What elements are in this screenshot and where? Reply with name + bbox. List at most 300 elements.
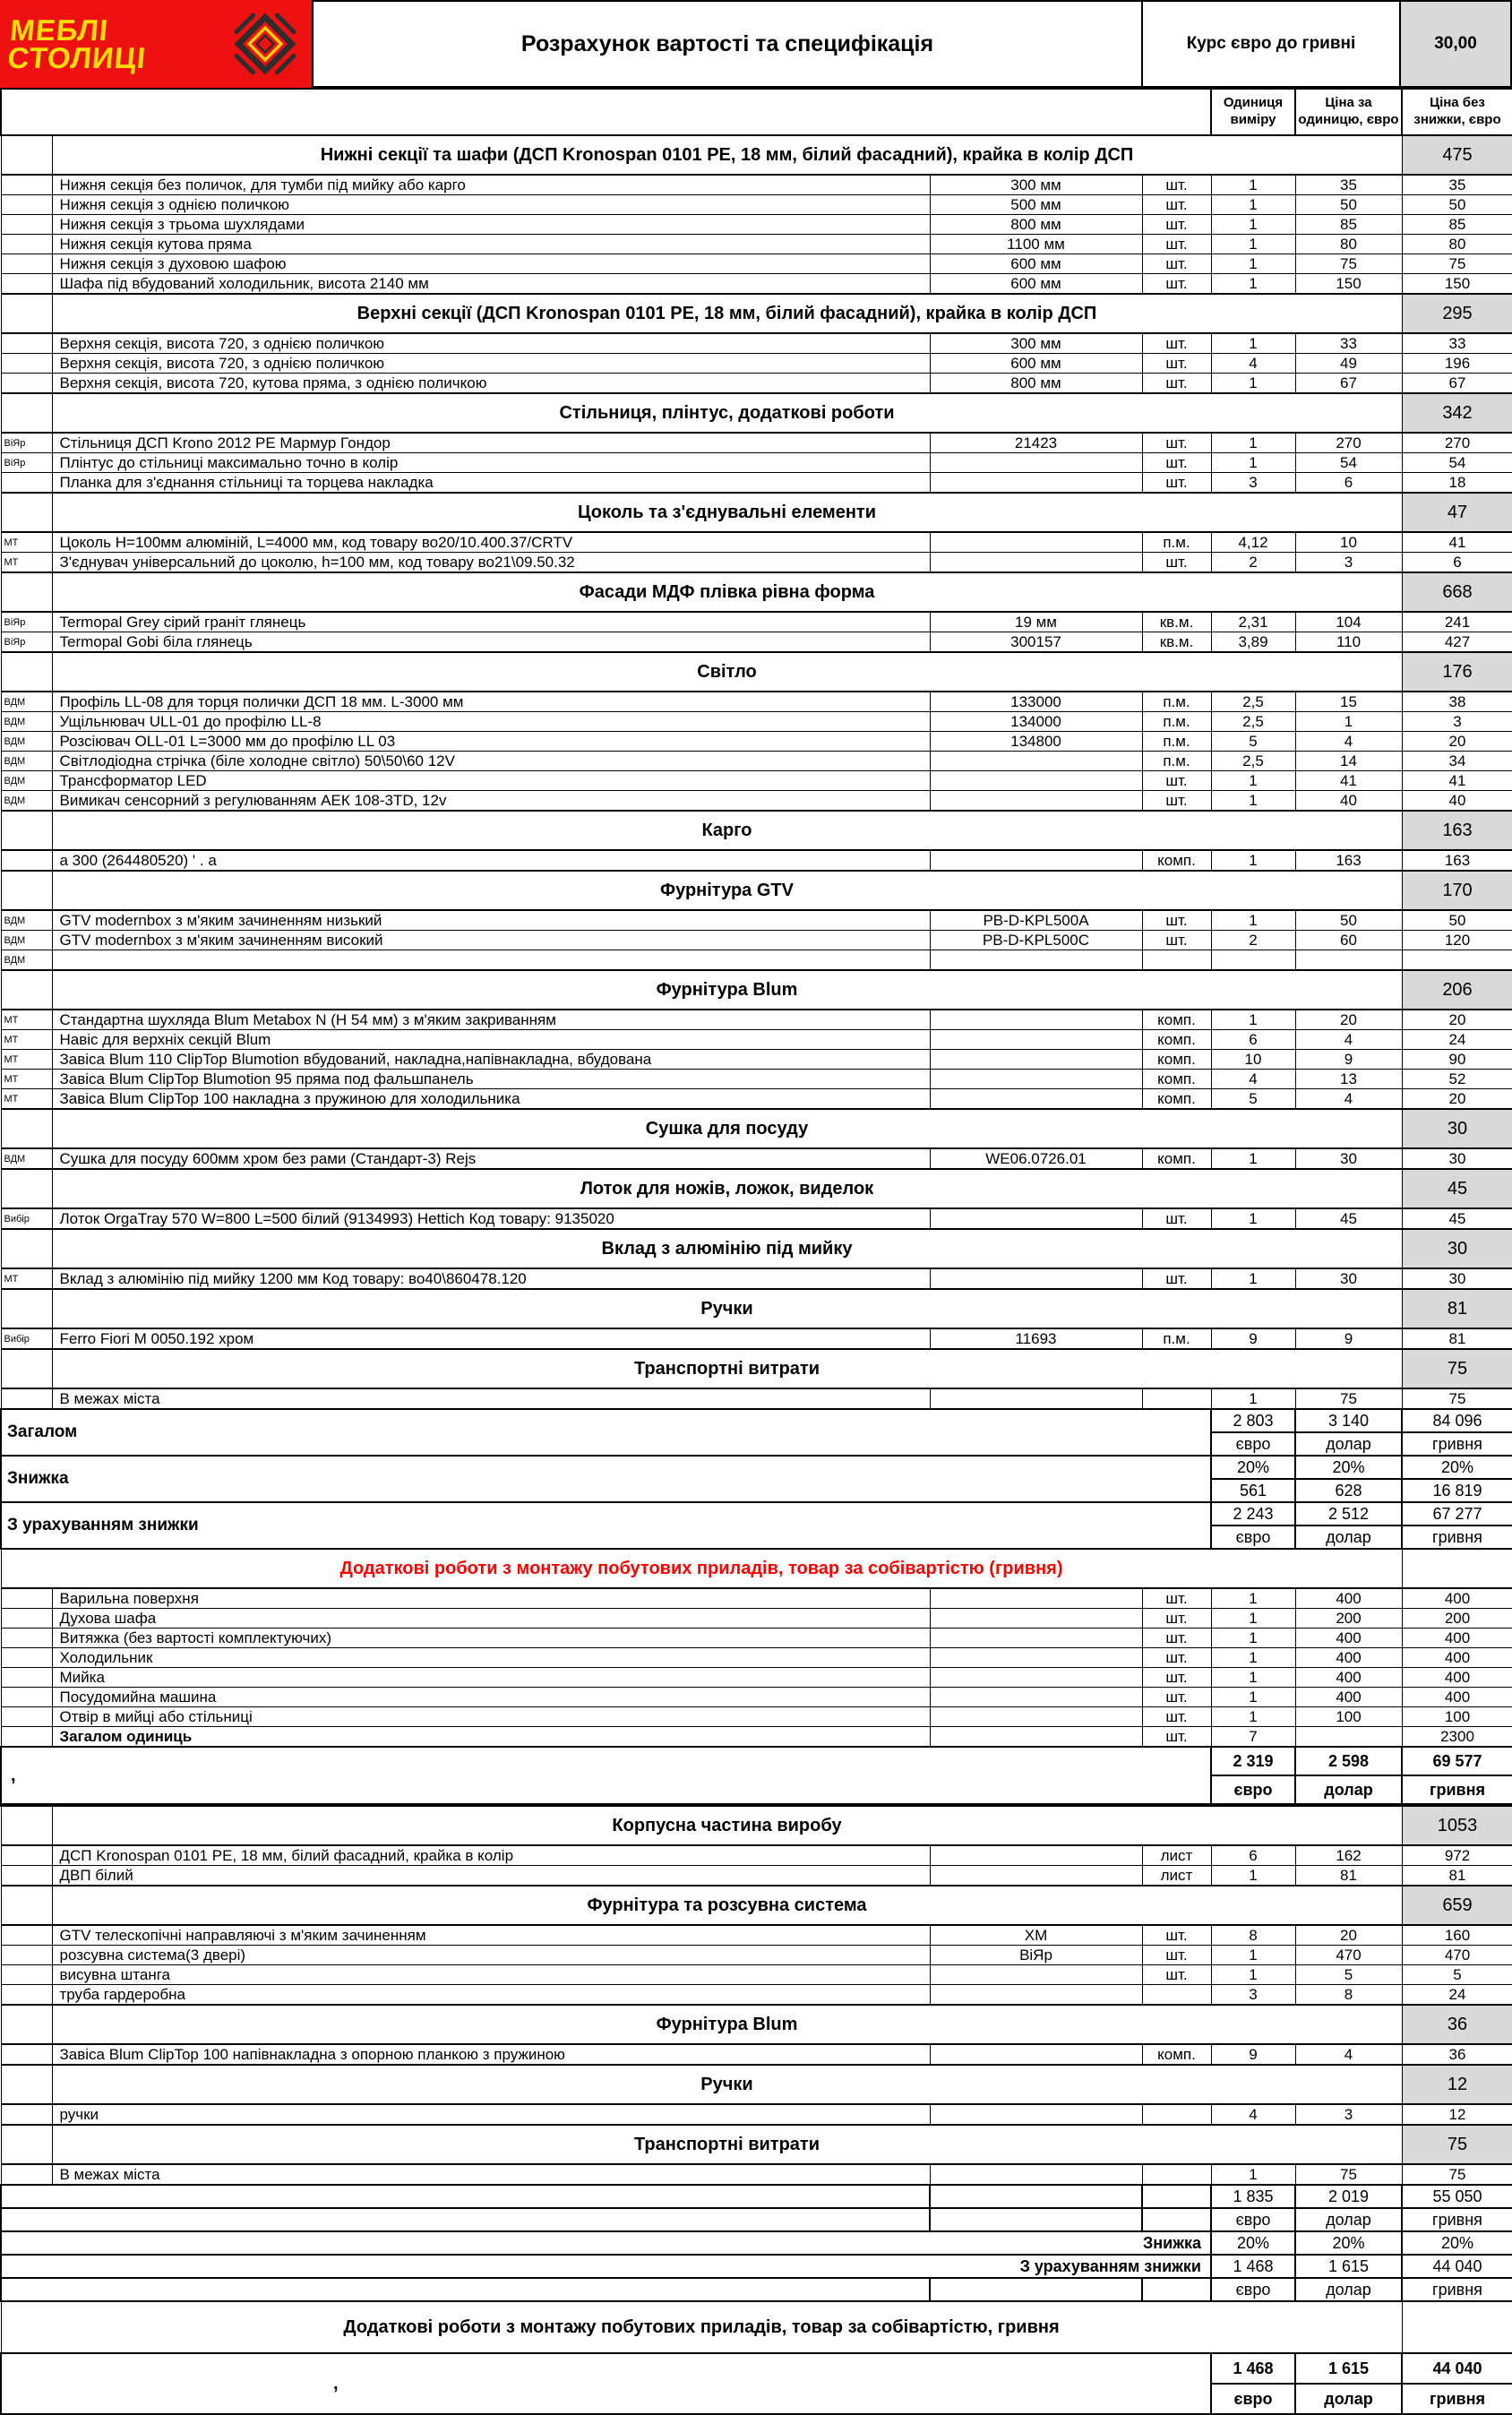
totals-label: Загалом bbox=[1, 1409, 1211, 1456]
item-size bbox=[930, 453, 1142, 473]
section-tag-cell bbox=[1, 1289, 52, 1328]
totals-currency: євро bbox=[1211, 2384, 1295, 2414]
totals-value: 2 319 bbox=[1211, 1747, 1295, 1775]
item-unit: шт. bbox=[1142, 473, 1211, 494]
item-unit-price: 6 bbox=[1295, 473, 1402, 494]
item-size: 1100 мм bbox=[930, 235, 1142, 254]
item-total: 18 bbox=[1402, 473, 1512, 494]
item-qty: 8 bbox=[1211, 1925, 1295, 1946]
supplier-tag bbox=[1, 2044, 52, 2065]
item-size bbox=[930, 950, 1142, 971]
item-size bbox=[930, 553, 1142, 573]
section-row bbox=[1, 811, 1512, 850]
totals-currency: гривня bbox=[1402, 1432, 1512, 1456]
item-description: розсувна система(3 двері) bbox=[52, 1946, 930, 1965]
section-title: Світло bbox=[52, 652, 1402, 692]
item-description: Мийка bbox=[52, 1668, 930, 1688]
supplier-tag: ВіЯр bbox=[1, 433, 52, 453]
item-qty: 1 bbox=[1211, 2164, 1295, 2185]
totals-value: 20% bbox=[1211, 1456, 1295, 1479]
table-row bbox=[1, 433, 1512, 453]
totals-value: 1 615 bbox=[1295, 2255, 1402, 2278]
item-qty: 1 bbox=[1211, 235, 1295, 254]
item-total: 24 bbox=[1402, 1985, 1512, 2006]
item-total: 34 bbox=[1402, 752, 1512, 771]
supplier-tag bbox=[1, 1609, 52, 1629]
supplier-tag bbox=[1, 1845, 52, 1866]
item-description: Завіса Blum ClipTop 100 накладна з пружиною для холодильника bbox=[52, 1089, 930, 1110]
totals-row bbox=[1, 2185, 1512, 2208]
totals-row bbox=[1, 1747, 1512, 1775]
item-unit: шт. bbox=[1142, 931, 1211, 950]
item-qty: 6 bbox=[1211, 1030, 1295, 1050]
table-row bbox=[1, 1588, 1512, 1609]
item-qty: 1 bbox=[1211, 1208, 1295, 1229]
section-total: 47 bbox=[1402, 493, 1512, 532]
section-title: Транспортні витрати bbox=[52, 1349, 1402, 1388]
item-unit-price: 5 bbox=[1295, 1965, 1402, 1985]
supplier-tag bbox=[1, 215, 52, 235]
section-title: Фурнітура GTV bbox=[52, 871, 1402, 910]
item-unit: шт. bbox=[1142, 175, 1211, 195]
item-unit: шт. bbox=[1142, 791, 1211, 812]
item-size bbox=[930, 1648, 1142, 1668]
section-row bbox=[1, 2005, 1512, 2044]
table-row bbox=[1, 1609, 1512, 1629]
table-row bbox=[1, 1328, 1512, 1349]
table-row bbox=[1, 1010, 1512, 1030]
supplier-tag bbox=[1, 1629, 52, 1648]
item-unit-price: 67 bbox=[1295, 374, 1402, 394]
item-qty: 10 bbox=[1211, 1050, 1295, 1070]
item-unit: комп. bbox=[1142, 1089, 1211, 1110]
item-total: 75 bbox=[1402, 254, 1512, 274]
item-total: 35 bbox=[1402, 175, 1512, 195]
totals-label: , bbox=[1, 2353, 1211, 2414]
item-description: Посудомийна машина bbox=[52, 1688, 930, 1707]
item-qty: 1 bbox=[1211, 910, 1295, 931]
item-unit: комп. bbox=[1142, 1030, 1211, 1050]
item-size: 300 мм bbox=[930, 333, 1142, 354]
item-qty: 9 bbox=[1211, 2044, 1295, 2065]
totals-label-empty bbox=[1, 2185, 930, 2208]
section-tag-cell bbox=[1, 572, 52, 612]
section-total: 659 bbox=[1402, 1886, 1512, 1925]
item-unit-price: 4 bbox=[1295, 1030, 1402, 1050]
item-total: 6 bbox=[1402, 553, 1512, 573]
item-qty: 1 bbox=[1211, 771, 1295, 791]
item-qty: 1 bbox=[1211, 433, 1295, 453]
item-size bbox=[930, 1050, 1142, 1070]
totals-currency: гривня bbox=[1402, 1525, 1512, 1549]
item-unit-price: 8 bbox=[1295, 1985, 1402, 2006]
supplier-tag bbox=[1, 254, 52, 274]
table-row bbox=[1, 374, 1512, 394]
item-size bbox=[930, 1965, 1142, 1985]
supplier-tag bbox=[1, 1727, 52, 1748]
item-total: 400 bbox=[1402, 1688, 1512, 1707]
item-unit-price: 30 bbox=[1295, 1148, 1402, 1169]
totals-currency: 561 bbox=[1211, 1479, 1295, 1502]
item-size bbox=[930, 2104, 1142, 2125]
item-size bbox=[930, 1268, 1142, 1289]
item-unit-price: 41 bbox=[1295, 771, 1402, 791]
table-row bbox=[1, 274, 1512, 295]
item-unit-price: 100 bbox=[1295, 1707, 1402, 1727]
table-row bbox=[1, 1050, 1512, 1070]
item-unit-price: 14 bbox=[1295, 752, 1402, 771]
totals-value: 84 096 bbox=[1402, 1409, 1512, 1432]
table-row bbox=[1, 1965, 1512, 1985]
table-row bbox=[1, 612, 1512, 632]
item-unit-price: 400 bbox=[1295, 1668, 1402, 1688]
totals-row bbox=[1, 1456, 1512, 1479]
item-size bbox=[930, 1089, 1142, 1110]
section-tag-cell bbox=[1, 1229, 52, 1268]
item-description: GTV modernbox з м'яким зачиненням високий bbox=[52, 931, 930, 950]
item-unit-price: 4 bbox=[1295, 1089, 1402, 1110]
supplier-tag: ВДМ bbox=[1, 950, 52, 971]
item-unit-price: 4 bbox=[1295, 2044, 1402, 2065]
totals-label: З урахуванням знижки bbox=[1, 2255, 1211, 2278]
section-row bbox=[1, 572, 1512, 612]
item-unit-price: 200 bbox=[1295, 1609, 1402, 1629]
item-description: Розсіювач OLL-01 L=3000 мм до профілю LL 03 bbox=[52, 732, 930, 752]
item-description: Навіс для верхніх секцій Blum bbox=[52, 1030, 930, 1050]
item-size: 600 мм bbox=[930, 274, 1142, 295]
section-tag-cell bbox=[1, 493, 52, 532]
supplier-tag: Вибір bbox=[1, 1208, 52, 1229]
item-description: Духова шафа bbox=[52, 1609, 930, 1629]
totals-empty-size bbox=[930, 2208, 1142, 2231]
column-header-unit: Одиниця виміру bbox=[1211, 89, 1295, 135]
item-description: Трансформатор LED bbox=[52, 771, 930, 791]
section-title: Карго bbox=[52, 811, 1402, 850]
section-row bbox=[1, 135, 1512, 175]
section-title: Верхні секції (ДСП Kronospan 0101 PE, 18 мм, білий фасадний), крайка в колір ДСП bbox=[52, 294, 1402, 333]
supplier-tag: МТ bbox=[1, 1070, 52, 1089]
supplier-tag: ВДМ bbox=[1, 732, 52, 752]
table-row bbox=[1, 2164, 1512, 2185]
item-unit: п.м. bbox=[1142, 692, 1211, 712]
item-total: 75 bbox=[1402, 1388, 1512, 1409]
item-description: Завіса Blum ClipTop 100 напівнакладна з опорною планкою з пружиною bbox=[52, 2044, 930, 2065]
item-qty: 4 bbox=[1211, 354, 1295, 374]
item-unit: шт. bbox=[1142, 1629, 1211, 1648]
item-unit-price: 75 bbox=[1295, 2164, 1402, 2185]
supplier-tag: ВДМ bbox=[1, 752, 52, 771]
section-tag-cell bbox=[1, 1886, 52, 1925]
item-unit-price: 30 bbox=[1295, 1268, 1402, 1289]
item-unit: шт. bbox=[1142, 1268, 1211, 1289]
item-unit: шт. bbox=[1142, 771, 1211, 791]
totals-empty-unit bbox=[1142, 2208, 1211, 2231]
supplier-tag bbox=[1, 2164, 52, 2185]
section-total: 12 bbox=[1402, 2065, 1512, 2104]
totals-currency: долар bbox=[1295, 1525, 1402, 1549]
item-total: 200 bbox=[1402, 1609, 1512, 1629]
section-total: 75 bbox=[1402, 1349, 1512, 1388]
item-qty: 2,31 bbox=[1211, 612, 1295, 632]
table-row bbox=[1, 1388, 1512, 1409]
item-unit-price: 3 bbox=[1295, 553, 1402, 573]
table-row bbox=[1, 732, 1512, 752]
item-total: 3 bbox=[1402, 712, 1512, 732]
item-size bbox=[930, 2164, 1142, 2185]
totals-currency: гривня bbox=[1402, 2384, 1512, 2414]
item-qty: 1 bbox=[1211, 1010, 1295, 1030]
section-tag-cell bbox=[1, 1349, 52, 1388]
item-qty: 1 bbox=[1211, 1707, 1295, 1727]
section-title: Транспортні витрати bbox=[52, 2125, 1402, 2164]
item-size bbox=[930, 1727, 1142, 1748]
table-row bbox=[1, 175, 1512, 195]
supplier-tag bbox=[1, 333, 52, 354]
section-total: 45 bbox=[1402, 1169, 1512, 1208]
item-total: 75 bbox=[1402, 2164, 1512, 2185]
section-row bbox=[1, 1349, 1512, 1388]
item-qty: 1 bbox=[1211, 195, 1295, 215]
item-total: 470 bbox=[1402, 1946, 1512, 1965]
item-qty: 2,5 bbox=[1211, 712, 1295, 732]
section-total: 30 bbox=[1402, 1229, 1512, 1268]
section-total: 30 bbox=[1402, 1109, 1512, 1148]
item-unit: комп. bbox=[1142, 850, 1211, 871]
item-size bbox=[930, 1668, 1142, 1688]
item-total: 972 bbox=[1402, 1845, 1512, 1866]
item-unit bbox=[1142, 1388, 1211, 1409]
item-unit-price: 85 bbox=[1295, 215, 1402, 235]
section-row bbox=[1, 2065, 1512, 2104]
item-qty bbox=[1211, 950, 1295, 971]
item-total: 160 bbox=[1402, 1925, 1512, 1946]
item-unit-price: 75 bbox=[1295, 254, 1402, 274]
item-total: 400 bbox=[1402, 1629, 1512, 1648]
item-unit-price: 4 bbox=[1295, 732, 1402, 752]
item-unit: шт. bbox=[1142, 215, 1211, 235]
totals-label: Знижка bbox=[1, 1456, 1211, 1502]
supplier-tag: МТ bbox=[1, 1010, 52, 1030]
section-title: Сушка для посуду bbox=[52, 1109, 1402, 1148]
table-row bbox=[1, 235, 1512, 254]
item-total: 80 bbox=[1402, 235, 1512, 254]
item-unit-price: 110 bbox=[1295, 632, 1402, 653]
supplier-tag: МТ bbox=[1, 532, 52, 553]
item-description: ручки bbox=[52, 2104, 930, 2125]
item-unit-price: 400 bbox=[1295, 1648, 1402, 1668]
item-qty: 1 bbox=[1211, 1965, 1295, 1985]
section-total: 295 bbox=[1402, 294, 1512, 333]
item-unit: шт. bbox=[1142, 1727, 1211, 1748]
table-row bbox=[1, 333, 1512, 354]
item-unit-price: 50 bbox=[1295, 910, 1402, 931]
section-row bbox=[1, 1886, 1512, 1925]
item-total: 196 bbox=[1402, 354, 1512, 374]
item-unit: п.м. bbox=[1142, 732, 1211, 752]
item-total: 120 bbox=[1402, 931, 1512, 950]
totals-currency: євро bbox=[1211, 1432, 1295, 1456]
item-total: 427 bbox=[1402, 632, 1512, 653]
item-total: 400 bbox=[1402, 1648, 1512, 1668]
item-unit: шт. bbox=[1142, 1609, 1211, 1629]
item-unit: п.м. bbox=[1142, 712, 1211, 732]
section-tag-cell bbox=[1, 811, 52, 850]
table-row bbox=[1, 692, 1512, 712]
item-unit: шт. bbox=[1142, 235, 1211, 254]
totals-value: 2 803 bbox=[1211, 1409, 1295, 1432]
supplier-tag: ВДМ bbox=[1, 931, 52, 950]
section-total: 75 bbox=[1402, 2125, 1512, 2164]
item-description: Витяжка (без вартості комплектуючих) bbox=[52, 1629, 930, 1648]
table-row bbox=[1, 791, 1512, 812]
table-row bbox=[1, 1208, 1512, 1229]
item-qty: 1 bbox=[1211, 1268, 1295, 1289]
item-qty: 1 bbox=[1211, 175, 1295, 195]
section-title: Цоколь та з'єднувальні елементи bbox=[52, 493, 1402, 532]
item-description: В межах міста bbox=[52, 1388, 930, 1409]
item-qty: 1 bbox=[1211, 453, 1295, 473]
section-row bbox=[1, 1169, 1512, 1208]
item-size: 134800 bbox=[930, 732, 1142, 752]
item-unit-price: 163 bbox=[1295, 850, 1402, 871]
totals-value: 1 468 bbox=[1211, 2255, 1295, 2278]
item-qty: 1 bbox=[1211, 1688, 1295, 1707]
item-total: 50 bbox=[1402, 910, 1512, 931]
section-row bbox=[1, 493, 1512, 532]
section-row bbox=[1, 1109, 1512, 1148]
item-size bbox=[930, 1388, 1142, 1409]
totals-currency: євро bbox=[1211, 1775, 1295, 1805]
item-total: 20 bbox=[1402, 1089, 1512, 1110]
logo-diamond-icon bbox=[228, 6, 303, 82]
supplier-tag bbox=[1, 473, 52, 494]
item-size bbox=[930, 1985, 1142, 2006]
item-description: Нижня секція з трьома шухлядами bbox=[52, 215, 930, 235]
totals-label-empty bbox=[1, 2278, 930, 2301]
item-unit: п.м. bbox=[1142, 752, 1211, 771]
item-description: Світлодіодна стрічка (біле холодне світло) 50\50\60 12V bbox=[52, 752, 930, 771]
totals-currency: євро bbox=[1211, 1525, 1295, 1549]
item-size bbox=[930, 1609, 1142, 1629]
table-row bbox=[1, 910, 1512, 931]
item-description: В межах міста bbox=[52, 2164, 930, 2185]
table-row bbox=[1, 850, 1512, 871]
item-unit-price: 54 bbox=[1295, 453, 1402, 473]
item-total: 85 bbox=[1402, 215, 1512, 235]
item-unit-price: 20 bbox=[1295, 1925, 1402, 1946]
section-title: Корпусна частина виробу bbox=[52, 1805, 1402, 1845]
totals-currency: долар bbox=[1295, 2384, 1402, 2414]
item-unit: шт. bbox=[1142, 1965, 1211, 1985]
item-unit: шт. bbox=[1142, 453, 1211, 473]
section-row bbox=[1, 1289, 1512, 1328]
banner-total-cell bbox=[1402, 2301, 1512, 2353]
section-row bbox=[1, 1805, 1512, 1845]
item-unit: шт. bbox=[1142, 910, 1211, 931]
item-size bbox=[930, 473, 1142, 494]
item-qty: 6 bbox=[1211, 1845, 1295, 1866]
item-size bbox=[930, 1588, 1142, 1609]
totals-value: 20% bbox=[1402, 2231, 1512, 2255]
item-unit: шт. bbox=[1142, 274, 1211, 295]
item-unit: п.м. bbox=[1142, 1328, 1211, 1349]
section-row bbox=[1, 393, 1512, 433]
item-qty: 2 bbox=[1211, 553, 1295, 573]
item-size: 800 мм bbox=[930, 215, 1142, 235]
totals-value: 2 019 bbox=[1295, 2185, 1402, 2208]
totals-currency: 628 bbox=[1295, 1479, 1402, 1502]
item-qty: 3 bbox=[1211, 1985, 1295, 2006]
item-unit-price: 20 bbox=[1295, 1010, 1402, 1030]
section-total: 170 bbox=[1402, 871, 1512, 910]
table-row bbox=[1, 195, 1512, 215]
item-unit: комп. bbox=[1142, 1010, 1211, 1030]
item-size: 134000 bbox=[930, 712, 1142, 732]
item-unit: п.м. bbox=[1142, 532, 1211, 553]
item-size: 11693 bbox=[930, 1328, 1142, 1349]
section-title: Ручки bbox=[52, 1289, 1402, 1328]
item-qty: 1 bbox=[1211, 374, 1295, 394]
section-tag-cell bbox=[1, 2125, 52, 2164]
item-unit bbox=[1142, 950, 1211, 971]
item-unit-price: 104 bbox=[1295, 612, 1402, 632]
table-row bbox=[1, 1030, 1512, 1050]
section-row bbox=[1, 652, 1512, 692]
logo-line-1: МЕБЛІ bbox=[8, 13, 110, 47]
header-band bbox=[0, 0, 1512, 88]
column-header-unit-price: Ціна за одиницю, євро bbox=[1295, 89, 1402, 135]
item-size: 800 мм bbox=[930, 374, 1142, 394]
item-qty: 5 bbox=[1211, 1089, 1295, 1110]
item-size: 21423 bbox=[930, 433, 1142, 453]
totals-value: 2 598 bbox=[1295, 1747, 1402, 1775]
section-total: 1053 bbox=[1402, 1805, 1512, 1845]
item-unit bbox=[1142, 1985, 1211, 2006]
item-qty: 7 bbox=[1211, 1727, 1295, 1748]
item-description: Вклад з алюмінію під мийку 1200 мм Код товару: во40\860478.120 bbox=[52, 1268, 930, 1289]
supplier-tag bbox=[1, 1985, 52, 2006]
totals-value: 2 243 bbox=[1211, 1502, 1295, 1525]
totals-value: 2 512 bbox=[1295, 1502, 1402, 1525]
column-header-row bbox=[1, 89, 1512, 135]
page-title: Розрахунок вартості та специфікація bbox=[312, 0, 1143, 88]
item-unit: комп. bbox=[1142, 1050, 1211, 1070]
totals-currency: гривня bbox=[1402, 1775, 1512, 1805]
table-row bbox=[1, 473, 1512, 494]
section-title: Фасади МДФ плівка рівна форма bbox=[52, 572, 1402, 612]
item-description: GTV телескопічні направляючі з м'яким зачиненням bbox=[52, 1925, 930, 1946]
supplier-tag: МТ bbox=[1, 1268, 52, 1289]
item-description: Ferro Fiori M 0050.192 хром bbox=[52, 1328, 930, 1349]
table-row bbox=[1, 215, 1512, 235]
item-size bbox=[930, 1866, 1142, 1886]
item-unit-price: 400 bbox=[1295, 1629, 1402, 1648]
item-qty: 9 bbox=[1211, 1328, 1295, 1349]
item-qty: 1 bbox=[1211, 850, 1295, 871]
exchange-rate-label: Курс євро до гривні bbox=[1143, 0, 1401, 88]
supplier-tag: ВДМ bbox=[1, 771, 52, 791]
item-description: Нижня секція кутова пряма bbox=[52, 235, 930, 254]
item-description: Шафа під вбудований холодильник, висота 2140 мм bbox=[52, 274, 930, 295]
item-total: 24 bbox=[1402, 1030, 1512, 1050]
item-size bbox=[930, 2044, 1142, 2065]
supplier-tag bbox=[1, 1707, 52, 1727]
item-description: Цоколь H=100мм алюміній, L=4000 мм, код товару во20/10.400.37/CRTV bbox=[52, 532, 930, 553]
item-size: 300 мм bbox=[930, 175, 1142, 195]
item-unit-price bbox=[1295, 950, 1402, 971]
section-total: 342 bbox=[1402, 393, 1512, 433]
supplier-tag bbox=[1, 1588, 52, 1609]
